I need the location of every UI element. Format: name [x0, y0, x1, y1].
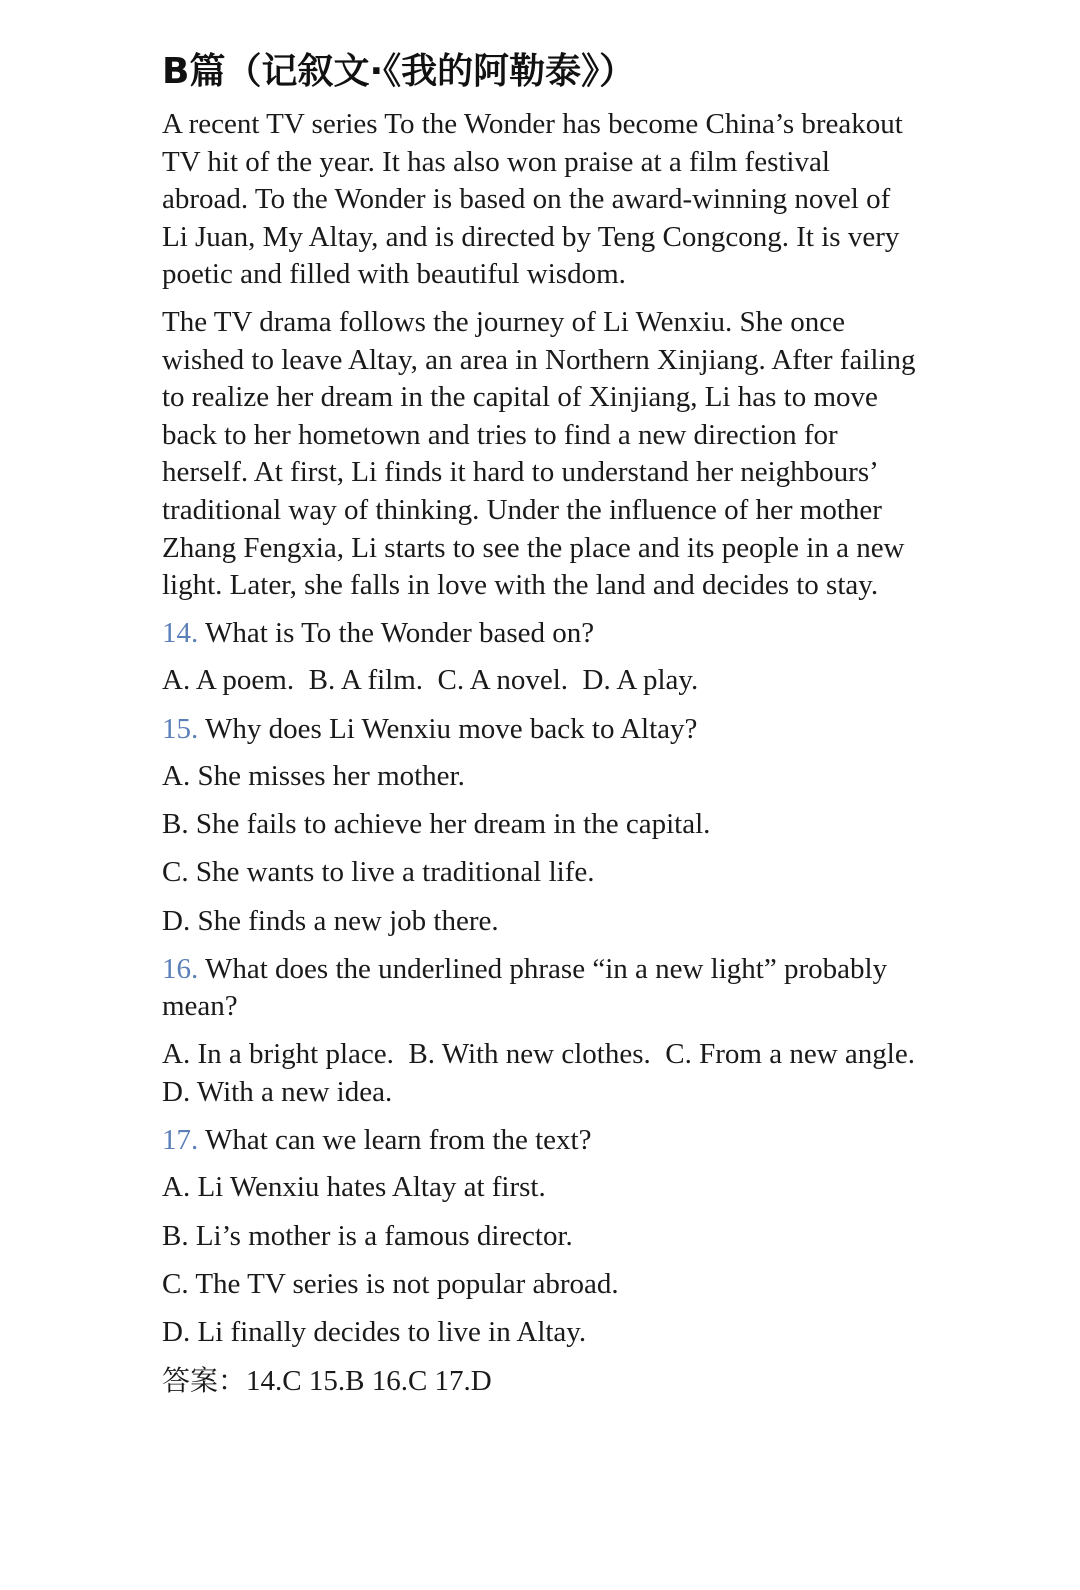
- question-text: What is To the Wonder based on?: [204, 616, 595, 649]
- option-17-a: A. Li Wenxiu hates Altay at first.: [162, 1171, 546, 1204]
- option-17-c: C. The TV series is not popular abroad.: [162, 1267, 619, 1300]
- passage-paragraph-2: The TV drama follows the journey of Li Wenxiu. She once wished to leave Altay, an area in Northern Xinjiang. After failing to realize her dream in the capital of Xinjiang, Li has to move back to her hometown and tries to find a new direction for herself. At first, Li finds it hard to understand her neighbours’ traditional way of thinking. Under the influence of her mother Zhang Fengxia, Li starts to see the place and its people in a new light. Later, she falls in love with the land and decides to stay.: [162, 305, 916, 602]
- option-15-a: A. She misses her mother.: [162, 760, 465, 793]
- section-title: B篇（记叙文·《我的阿勒泰》）: [162, 51, 636, 92]
- question-16-options: A. In a bright place. B. With new clothes. C. From a new angle. D. With a new idea.: [162, 1038, 930, 1108]
- question-number: 14.: [162, 616, 199, 649]
- option-17-b: B. Li’s mother is a famous director.: [162, 1219, 573, 1252]
- answer-text: 14.C 15.B 16.C 17.D: [246, 1365, 492, 1398]
- question-text: What can we learn from the text?: [204, 1123, 592, 1156]
- option-15-b: B. She fails to achieve her dream in the capital.: [162, 808, 711, 841]
- question-number: 15.: [162, 712, 199, 745]
- document-page: [162, 46, 930, 1401]
- question-text: Why does Li Wenxiu move back to Altay?: [204, 712, 698, 745]
- option-15-c: C. She wants to live a traditional life.: [162, 856, 595, 889]
- question-14: [162, 615, 922, 653]
- question-number: 16.: [162, 952, 199, 985]
- question-15: [162, 711, 922, 749]
- passage-paragraph-1: A recent TV series To the Wonder has become China’s breakout TV hit of the year. It has also won praise at a film festival abroad. To the Wonder is based on the award-winning novel of Li Juan, My Altay, and is directed by Teng Congcong. It is very poetic and filled with beautiful wisdom.: [162, 108, 903, 291]
- question-14-options: A. A poem. B. A film. C. A novel. D. A play.: [162, 664, 699, 697]
- question-number: 17.: [162, 1123, 199, 1156]
- answer-label: 答案：: [162, 1364, 247, 1398]
- answer-key: [162, 1362, 922, 1401]
- question-text: What does the underlined phrase “in a new light” probably mean?: [162, 952, 888, 1023]
- option-17-d: D. Li finally decides to live in Altay.: [162, 1315, 587, 1348]
- question-17: [162, 1122, 922, 1160]
- option-15-d: D. She finds a new job there.: [162, 904, 499, 937]
- question-16: [162, 951, 922, 1026]
